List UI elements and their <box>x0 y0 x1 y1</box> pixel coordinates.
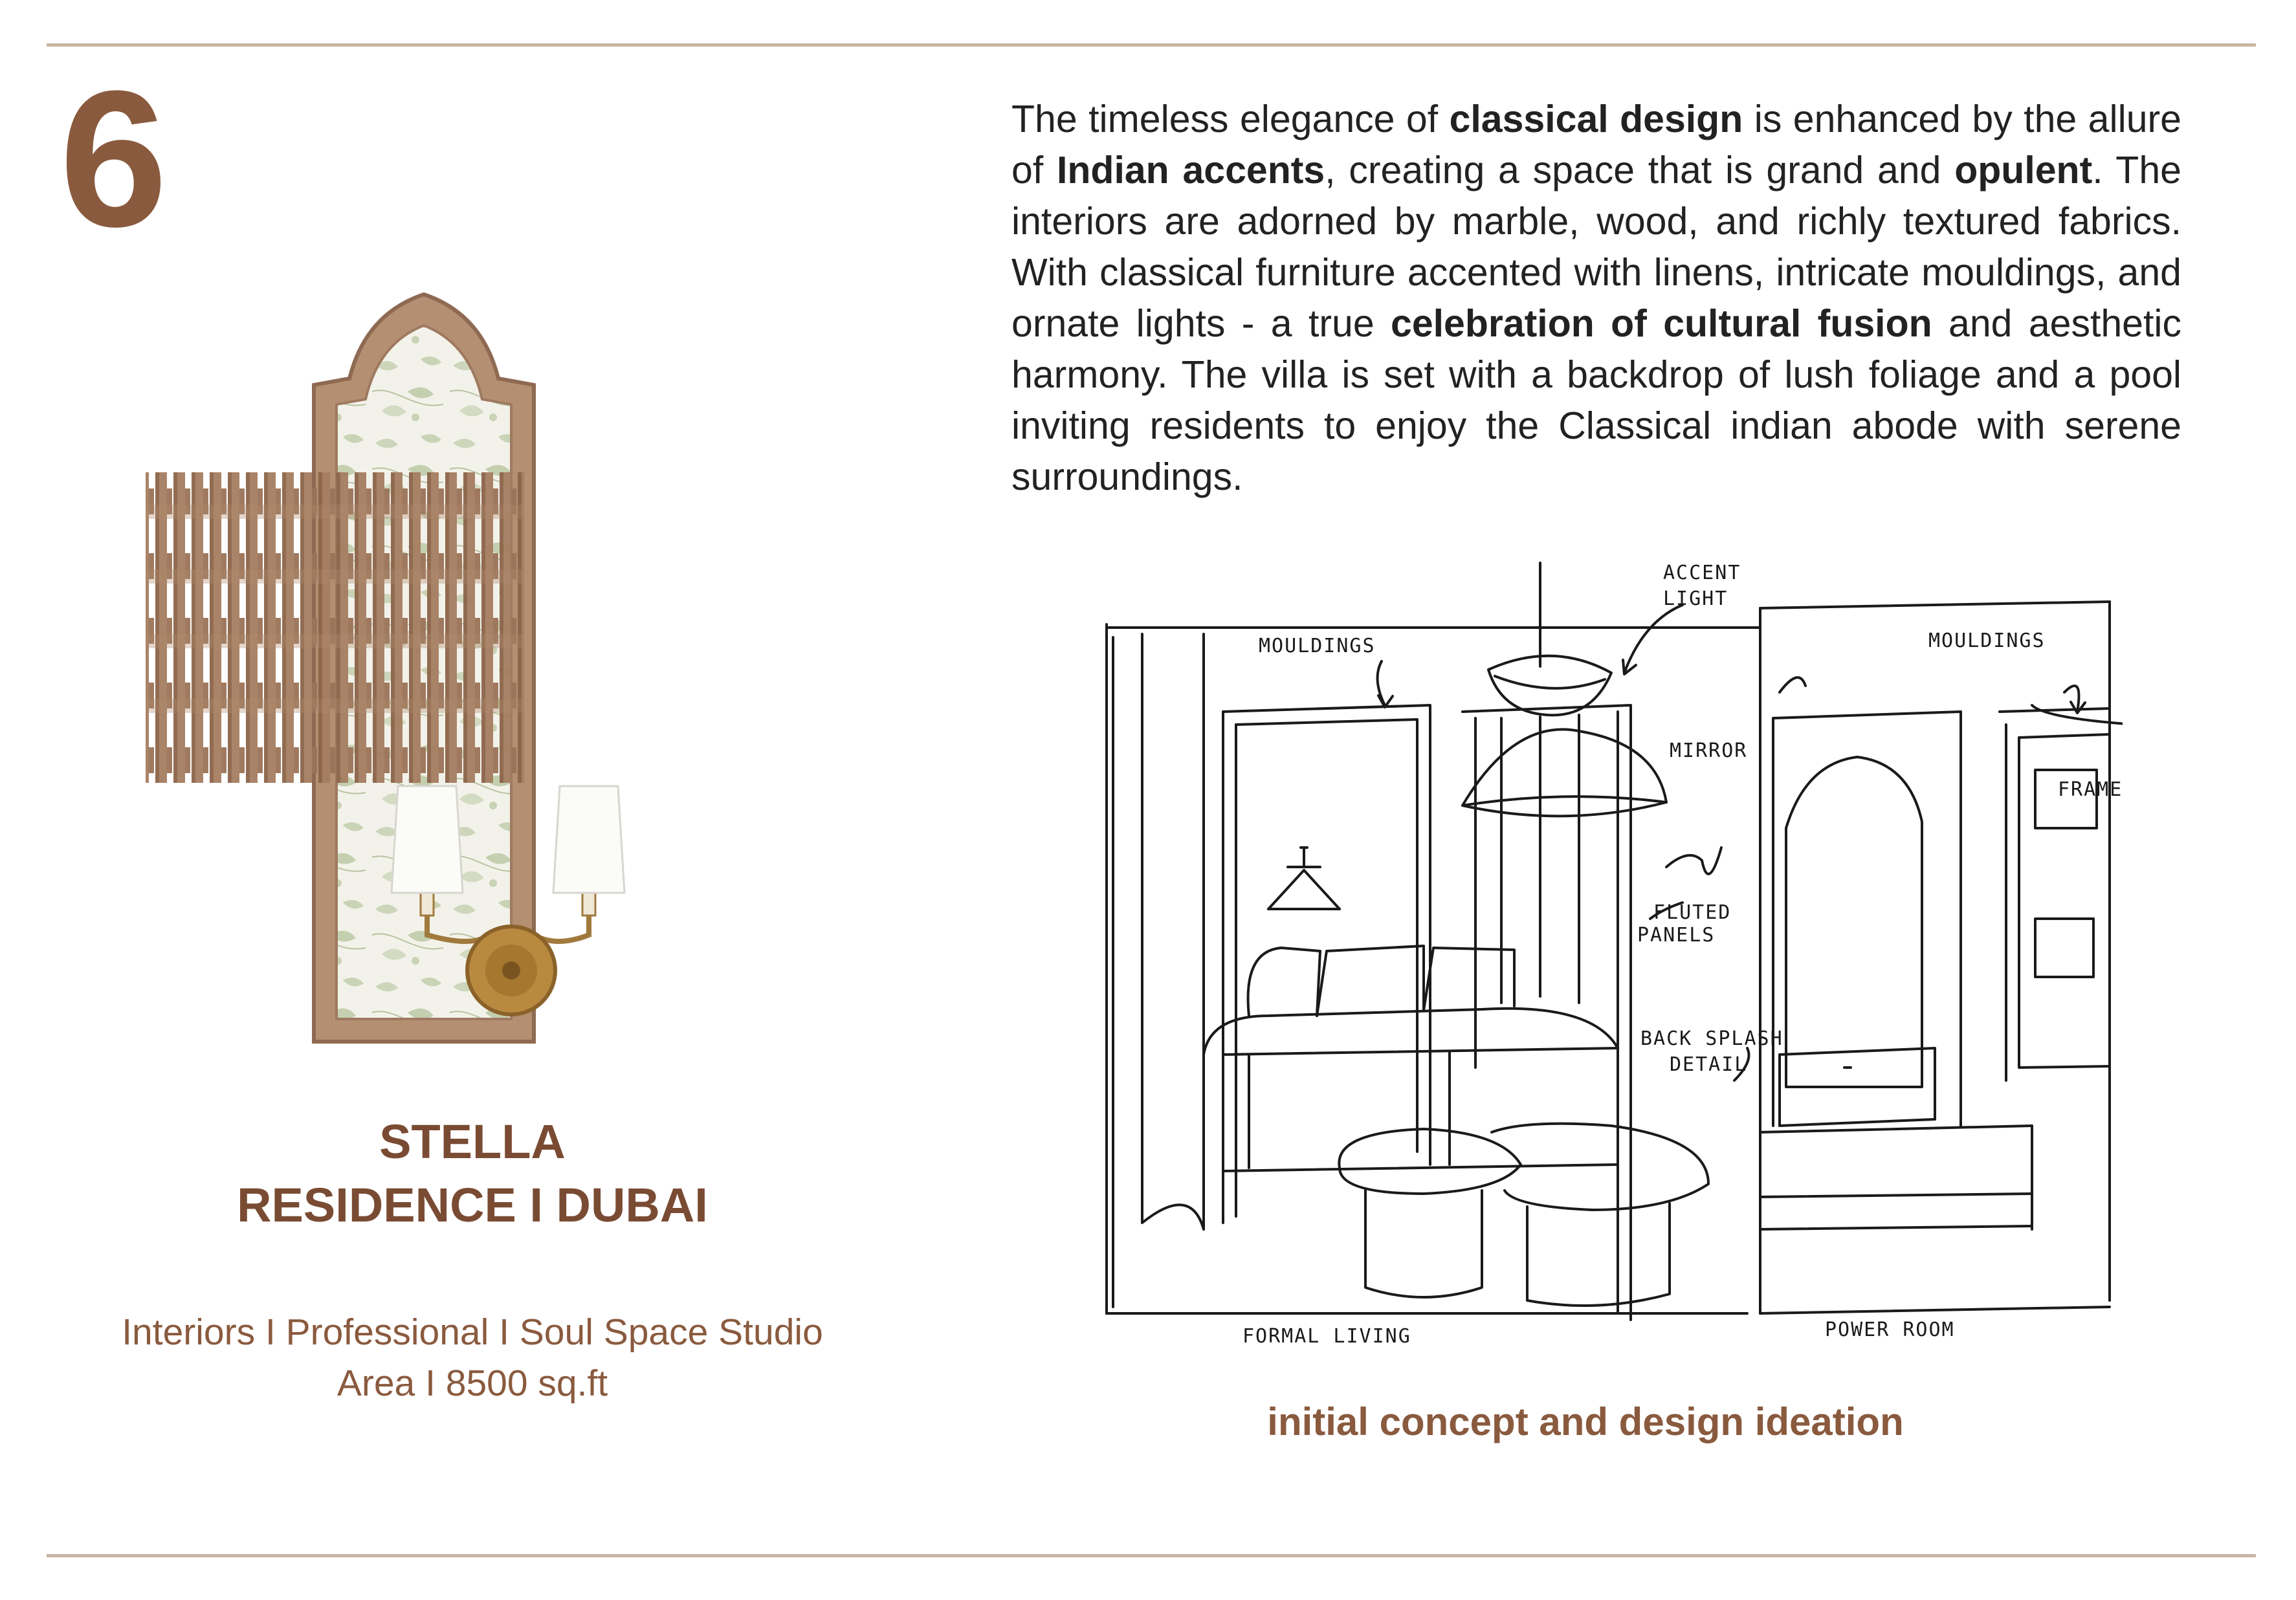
description-highlight: Indian accents <box>1056 149 1325 192</box>
project-credits: Interiors I Professional I Soul Space Studio <box>122 1311 823 1353</box>
project-title <box>129 1110 815 1236</box>
label-backsplash: BACK SPLASH <box>1640 1027 1783 1050</box>
label-formal-living: FORMAL LIVING <box>1242 1325 1411 1348</box>
project-title-line1: STELLA <box>379 1115 566 1168</box>
project-area: Area I 8500 sq.ft <box>337 1362 608 1404</box>
label-backsplash-2: DETAIL <box>1670 1053 1748 1076</box>
label-fluted: FLUTED <box>1653 901 1732 924</box>
description-text: and aesthetic harmony. The villa is set with a backdrop of lush foliage and a pool inviting residents to enjoy the Classical indian abode with serene surroundings. <box>1011 302 2181 498</box>
description-text: , creating a space that is grand and <box>1325 149 1955 192</box>
sketch-caption: initial concept and design ideation <box>1267 1400 1904 1443</box>
project-meta <box>58 1307 887 1408</box>
description-text: . The interiors are adorned by marble, wood, and richly textured fabrics. With classical furniture accented with linens, intricate mouldings, and ornate lights - a true <box>1011 149 2181 345</box>
page-number: 6 <box>60 50 168 267</box>
label-powder-room: POWER ROOM <box>1825 1319 1955 1341</box>
bottom-divider <box>47 1554 2256 1557</box>
top-divider <box>47 43 2256 47</box>
label-frame: FRAME <box>2058 778 2123 801</box>
description-text: is enhanced by the allure of <box>1011 98 2181 192</box>
label-accent-light-2: LIGHT <box>1663 587 1728 610</box>
description-highlight: celebration of cultural fusion <box>1391 302 1932 345</box>
description-text: The timeless elegance of <box>1011 98 1450 140</box>
label-mirror: MIRROR <box>1670 740 1748 762</box>
label-accent-light: ACCENT <box>1663 562 1741 584</box>
label-fluted-2: PANELS <box>1637 924 1716 947</box>
moodboard-collage <box>136 275 874 1064</box>
description-highlight: classical design <box>1449 98 1743 140</box>
project-title-line2: RESIDENCE I DUBAI <box>237 1178 708 1232</box>
concept-sketch <box>1100 550 2123 1359</box>
label-mouldings-left: MOULDINGS <box>1259 635 1376 657</box>
label-mouldings-right: MOULDINGS <box>1928 630 2046 652</box>
project-description <box>1011 94 2181 503</box>
description-highlight: opulent <box>1954 149 2093 192</box>
